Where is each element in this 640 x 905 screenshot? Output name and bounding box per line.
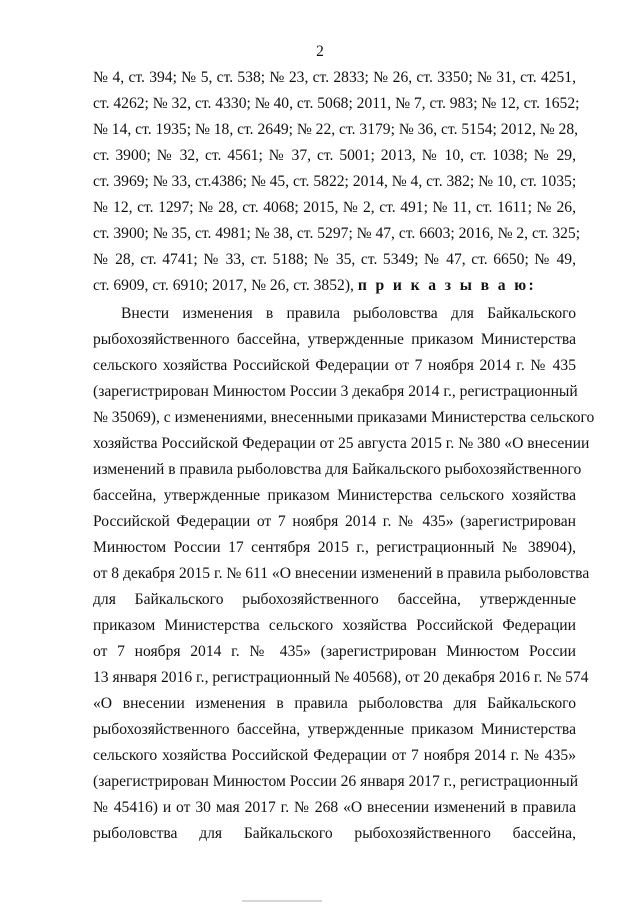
- text-line: Минюстом России 17 сентября 2015 г., регистрационный № 38904),: [93, 539, 576, 556]
- text-line: рыбохозяйственного бассейна, утвержденные приказом Министерства: [93, 331, 576, 348]
- text-line: ст. 3900; № 35, ст. 4981; № 38, ст. 5297; № 47, ст. 6603; 2016, № 2, ст. 325;: [93, 225, 581, 242]
- text-line: бассейна, утвержденные приказом Министерства сельского хозяйства: [93, 487, 576, 504]
- text-line: № 12, ст. 1297; № 28, ст. 4068; 2015, № 2, ст. 491; № 11, ст. 1611; № 26,: [93, 199, 576, 216]
- text-line: № 45416) и от 30 мая 2017 г. № 268 «О внесении изменений в правила: [93, 799, 576, 816]
- text-line: № 4, ст. 394; № 5, ст. 538; № 23, ст. 2833; № 26, ст. 3350; № 31, ст. 4251,: [93, 69, 576, 86]
- text-line: изменений в правила рыболовства для Байкальского рыбохозяйственного: [93, 461, 582, 478]
- text-line: ст. 3969; № 33, ст.4386; № 45, ст. 5822; 2014, № 4, ст. 382; № 10, ст. 1035;: [93, 173, 577, 190]
- text-line: от 8 декабря 2015 г. № 611 «О внесении изменений в правила рыболовства: [93, 565, 590, 582]
- text-line: ст. 4262; № 32, ст. 4330; № 40, ст. 5068; 2011, № 7, ст. 983; № 12, ст. 1652;: [93, 95, 580, 112]
- text-line: «О внесении изменения в правила рыболовства для Байкальского: [93, 695, 576, 712]
- text-line: рыбохозяйственного бассейна, утвержденные приказом Министерства: [93, 721, 576, 738]
- text-line: приказом Министерства сельского хозяйства Российской Федерации: [93, 617, 576, 634]
- text-line: Внести изменения в правила рыболовства для Байкальского: [121, 305, 576, 322]
- text-line: № 35069), с изменениями, внесенными приказами Министерства сельского: [93, 409, 595, 426]
- text-line: [93, 276, 576, 296]
- text-line: № 28, ст. 4741; № 33, ст. 5188; № 35, ст. 5349; № 47, ст. 6650; № 49,: [93, 251, 576, 268]
- text-line: (зарегистрирован Минюстом России 3 декабря 2014 г., регистрационный: [93, 383, 578, 400]
- page-number: 2: [316, 43, 324, 60]
- text-line: Российской Федерации от 7 ноября 2014 г. № 435» (зарегистрирован: [93, 513, 576, 530]
- text-line: хозяйства Российской Федерации от 25 августа 2015 г. № 380 «О внесении: [93, 435, 590, 452]
- scan-artifact: [242, 900, 322, 902]
- text-line: сельского хозяйства Российской Федерации от 7 ноября 2014 г. № 435: [93, 357, 576, 374]
- text-line: для Байкальского рыбохозяйственного бассейна, утвержденные: [93, 591, 576, 608]
- text-line: от 7 ноября 2014 г. № 435» (зарегистрирован Минюстом России: [93, 643, 576, 660]
- text-line: № 14, ст. 1935; № 18, ст. 2649; № 22, ст. 3179; № 36, ст. 5154; 2012, № 28,: [93, 121, 579, 138]
- text-line: (зарегистрирован Минюстом России 26 января 2017 г., регистрационный: [93, 773, 579, 790]
- text-line: 13 января 2016 г., регистрационный № 40568), от 20 декабря 2016 г. № 574: [93, 669, 589, 686]
- text-line: ст. 3900; № 32, ст. 4561; № 37, ст. 5001; 2013, № 10, ст. 1038; № 29,: [93, 147, 576, 164]
- order-word: п р и к а з ы в а ю:: [357, 277, 537, 294]
- text-line: рыболовства для Байкальского рыбохозяйственного бассейна,: [93, 825, 576, 842]
- text-line: сельского хозяйства Российской Федерации от 7 ноября 2014 г. № 435»: [93, 747, 576, 764]
- citation-tail: ст. 6909, ст. 6910; 2017, № 26, ст. 3852),: [93, 277, 354, 294]
